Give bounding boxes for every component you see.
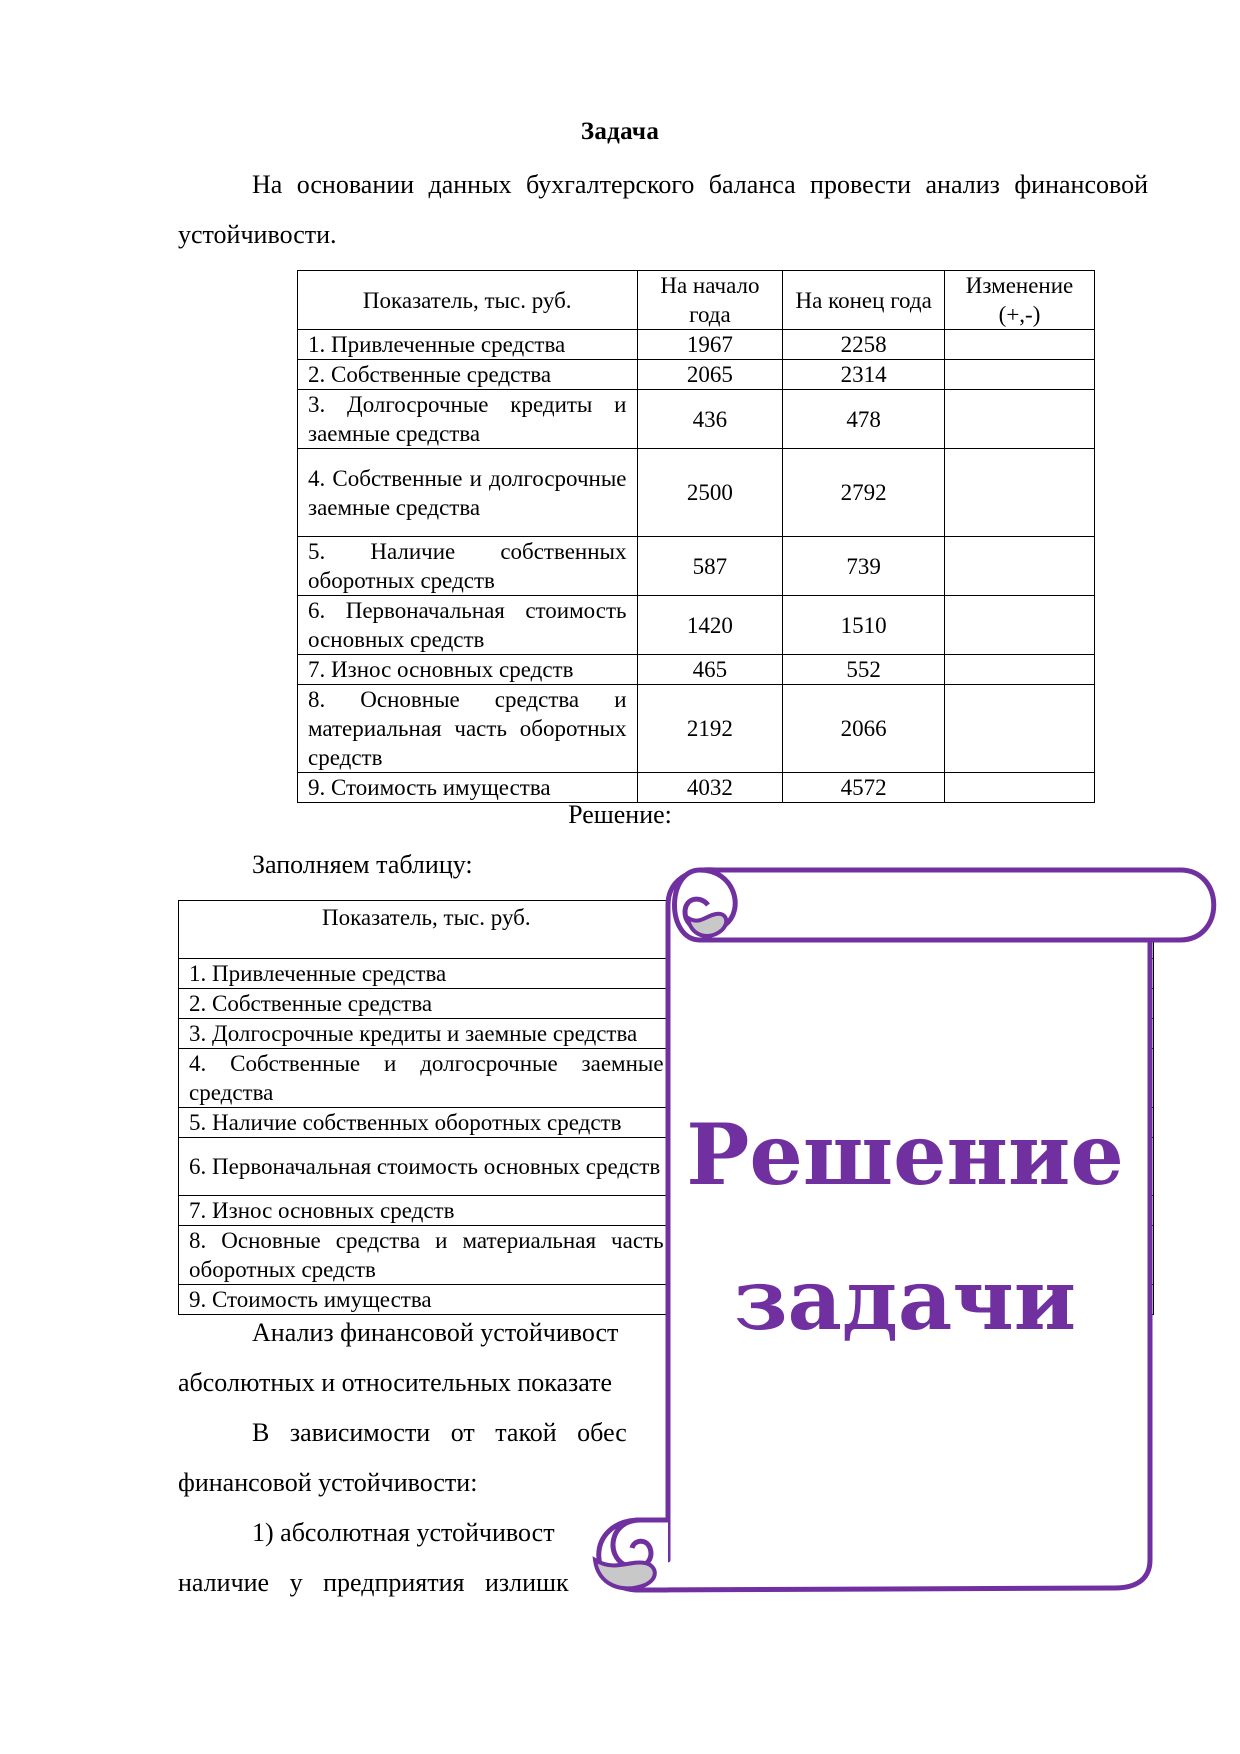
row-label: 6. Первоначальная стоимость основных средств — [298, 596, 638, 655]
row-label: 3. Долгосрочные кредиты и заемные средства — [179, 1019, 675, 1049]
row-end: 478 — [783, 390, 945, 449]
body-line-2: абсолютных и относительных показате — [178, 1368, 613, 1397]
row-start: 465 — [637, 655, 783, 685]
body-line-6: наличие у предприятия излишк — [178, 1568, 569, 1597]
row-label: 9. Стоимость имущества — [298, 773, 638, 803]
row-label: 1. Привлеченные средства — [298, 330, 638, 360]
row-start: 2500 — [637, 449, 783, 537]
row-start: 2065 — [637, 360, 783, 390]
row-end: 1510 — [783, 596, 945, 655]
row-label: 9. Стоимость имущества — [179, 1285, 675, 1315]
header-start: На начало года — [637, 271, 783, 330]
row-end: 739 — [783, 537, 945, 596]
row-label: 7. Износ основных средств — [298, 655, 638, 685]
scroll-body — [614, 870, 1150, 1590]
row-end: 2792 — [783, 449, 945, 537]
row-end: 2066 — [783, 685, 945, 773]
row-start: 1420 — [637, 596, 783, 655]
row-label: 8. Основные средства и материальная часть оборотных средств — [179, 1226, 675, 1285]
row-start: 2192 — [637, 685, 783, 773]
body-line-3: В зависимости от такой обес — [252, 1418, 627, 1447]
row-end: 552 — [783, 655, 945, 685]
row-label: 2. Собственные средства — [179, 989, 675, 1019]
row-start: 4032 — [637, 773, 783, 803]
row-label: 5. Наличие собственных оборотных средств — [179, 1108, 675, 1138]
scroll-top-roll — [675, 870, 1214, 940]
row-end: 2258 — [783, 330, 945, 360]
row-label: 4. Собственные и долгосрочные заемные средства — [179, 1049, 675, 1108]
solution-heading: Решение: — [568, 800, 672, 829]
row-label: 4. Собственные и долгосрочные заемные средства — [298, 449, 638, 537]
row-label: 2. Собственные средства — [298, 360, 638, 390]
body-line-5: 1) абсолютная устойчивост — [252, 1518, 555, 1547]
row-label: 1. Привлеченные средства — [179, 959, 675, 989]
row-label: 6. Первоначальная стоимость основных средств — [179, 1138, 675, 1196]
overlay-line2: задачи — [733, 1250, 1077, 1349]
row-end: 4572 — [783, 773, 945, 803]
fill-table-label: Заполняем таблицу: — [252, 850, 473, 879]
header-end: На конец года — [783, 271, 945, 330]
row-label: 5. Наличие собственных оборотных средств — [298, 537, 638, 596]
body-line-4: финансовой устойчивости: — [178, 1468, 478, 1497]
row-start: 436 — [637, 390, 783, 449]
row-label: 8. Основные средства и материальная часть оборотных средств — [298, 685, 638, 773]
overlay-line1: Решение — [686, 1105, 1124, 1204]
row-end: 2314 — [783, 360, 945, 390]
scroll-bottom-curl-shadow — [595, 1560, 655, 1588]
task-text: На основании данных бухгалтерского баланса провести анализ финансовой устойчивости. — [178, 170, 1148, 249]
body-line-1: Анализ финансовой устойчивост — [252, 1318, 619, 1347]
row-start: 1967 — [637, 330, 783, 360]
row-label: 3. Долгосрочные кредиты и заемные средства — [298, 390, 638, 449]
header-indicator: Показатель, тыс. руб. — [298, 271, 638, 330]
row-start: 587 — [637, 537, 783, 596]
header-indicator: Показатель, тыс. руб. — [179, 901, 675, 959]
row-label: 7. Износ основных средств — [179, 1196, 675, 1226]
task-title: Задача — [580, 118, 660, 145]
header-change: Изменение (+,-) — [945, 271, 1095, 330]
